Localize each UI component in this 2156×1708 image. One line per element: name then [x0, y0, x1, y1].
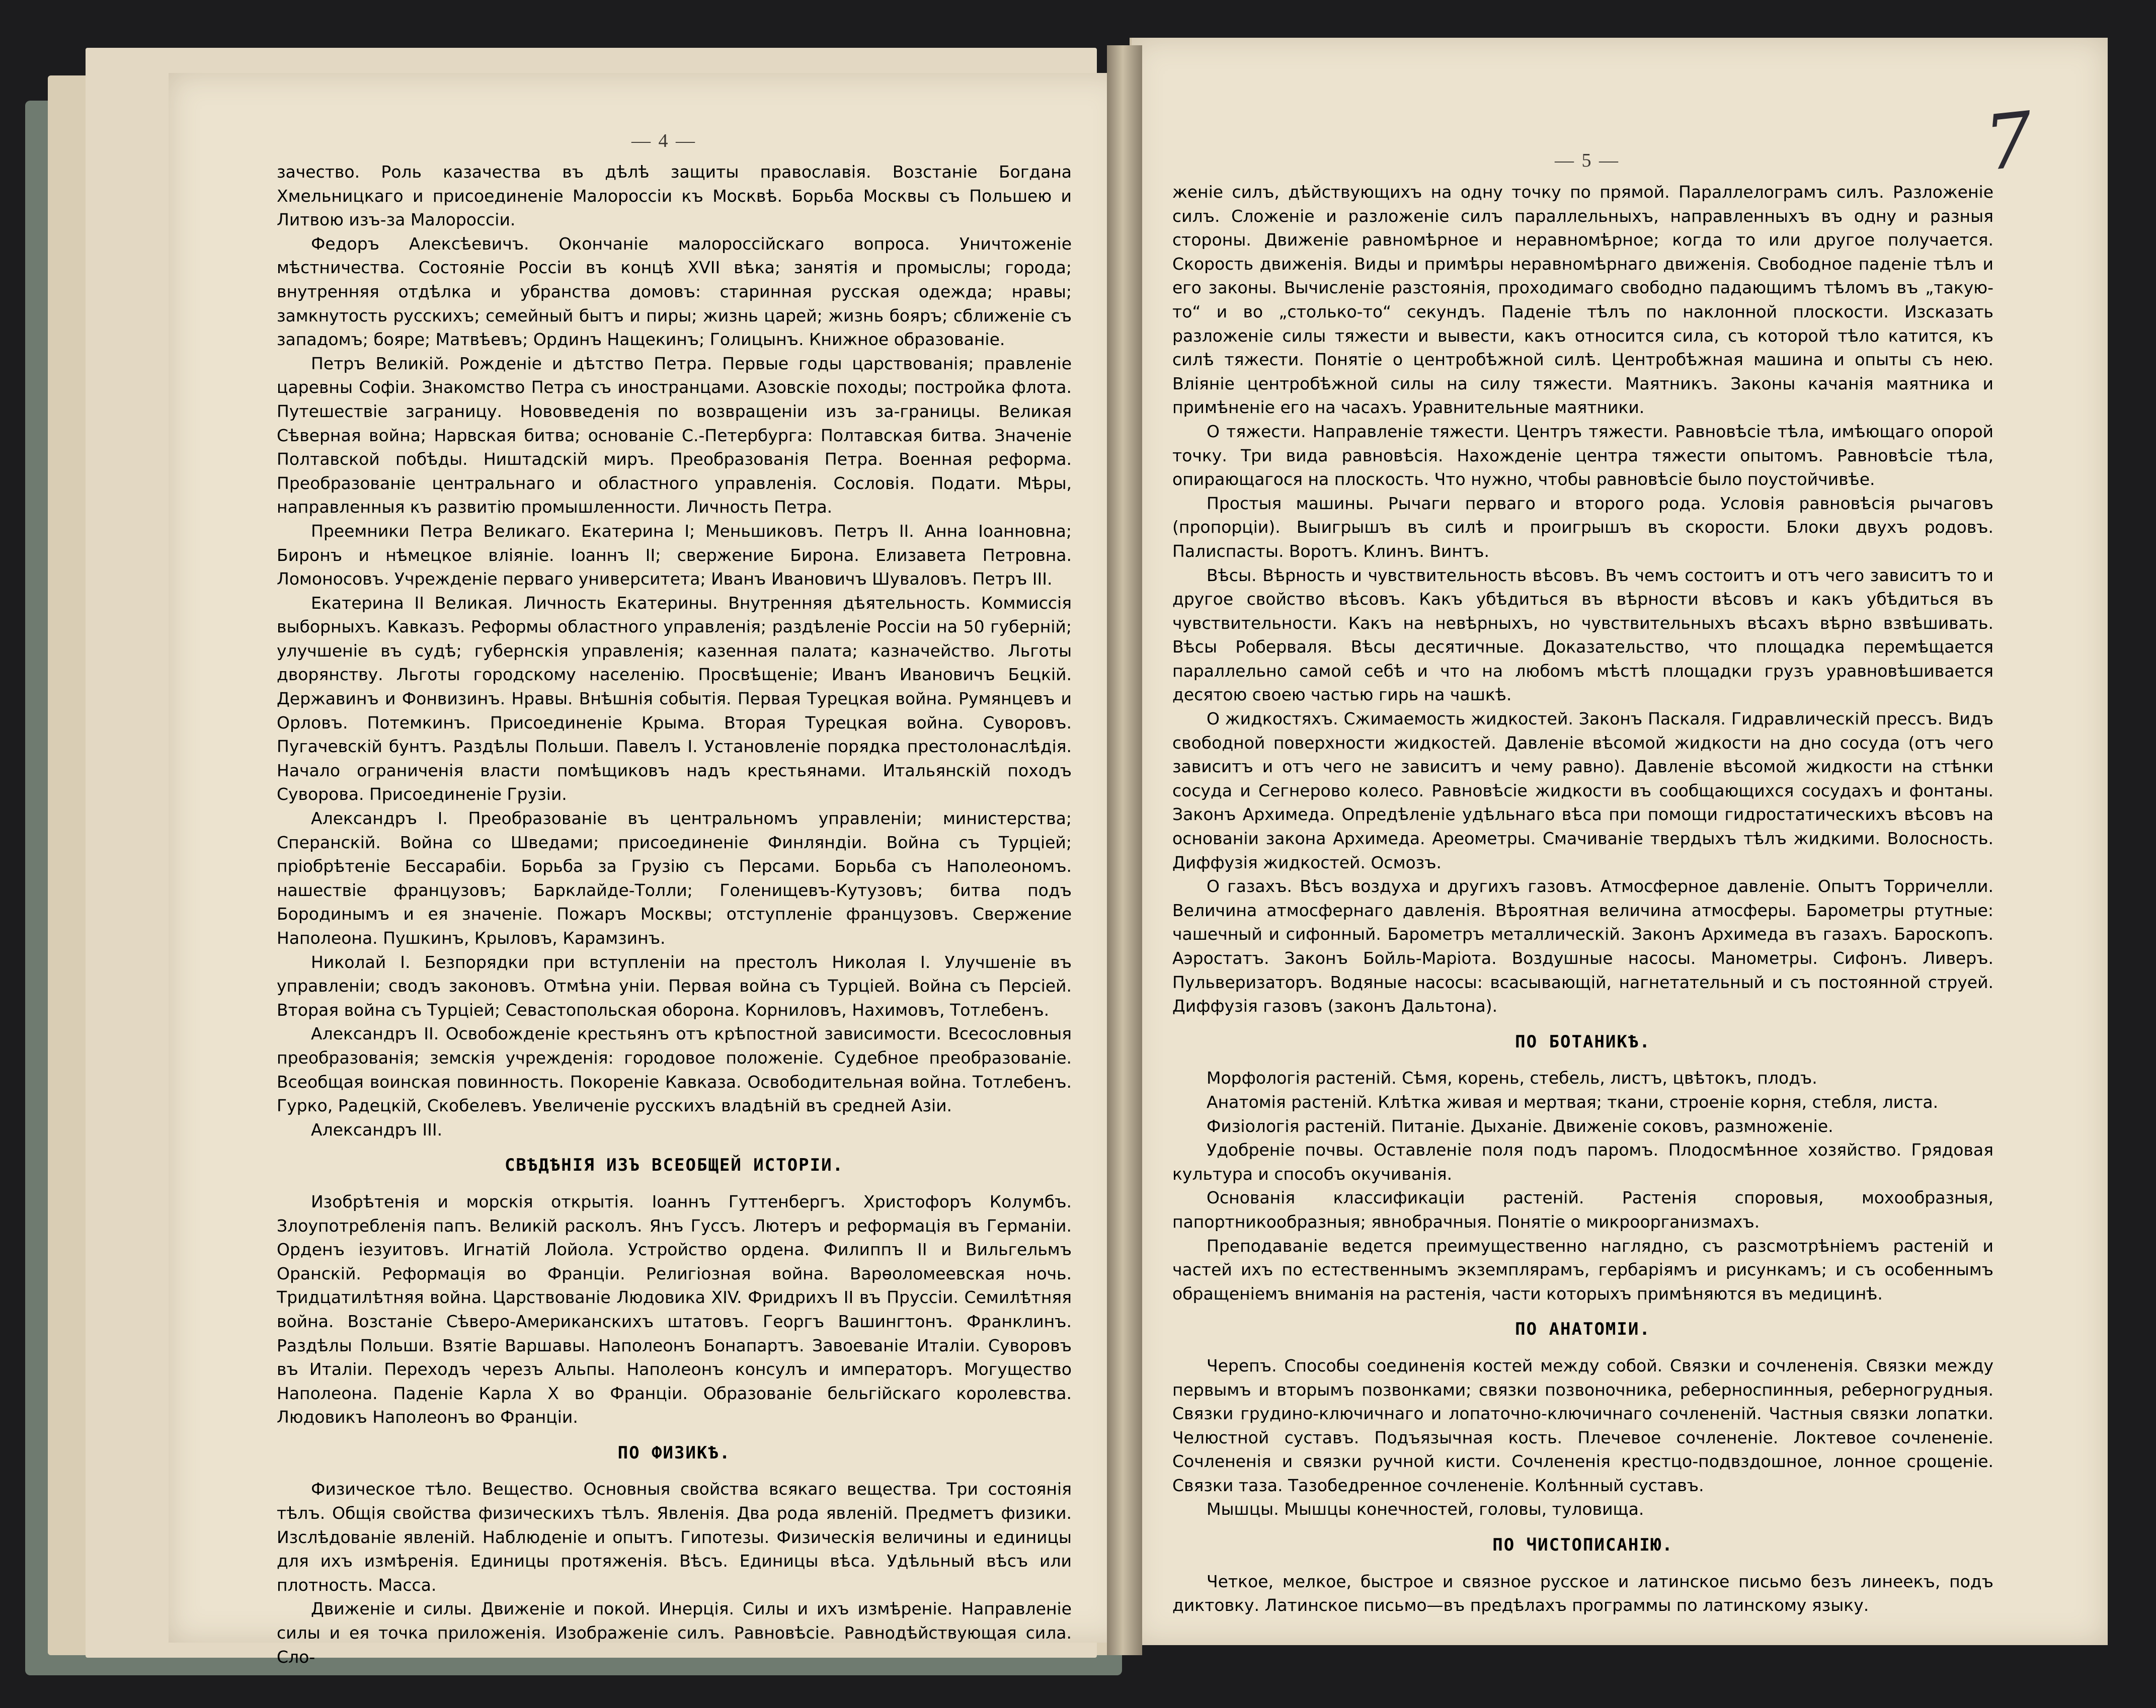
paragraph: Изобрѣтенія и морскія открытія. Іоаннъ Гуттенбергъ. Христофоръ Колумбъ. Злоупотребленія папъ. Великій расколъ. Янъ Гуссъ. Лютеръ и реформація въ Германіи. Орденъ іезуитовъ. Игнатій Лойола. Устройство ордена. Филиппъ II и Вильгельмъ Оранскій. Реформація во Франціи. Религіозная война. Варѳоломеевская ночь. Тридцатилѣтняя война. Царствованіе Людовика XIV. Фридрихъ II въ Пруссіи. Семилѣтняя война. Возстаніе Сѣверо-Американскихъ штатовъ. Георгъ Вашингтонъ. Франклинъ. Раздѣлы Польши. Взятіе Варшавы. Наполеонъ Бонапартъ. Завоеваніе Италіи. Суворовъ въ Италіи. Переходъ черезъ Альпы. Наполеонъ консулъ и императоръ. Могущество Наполеона. Паденіе Карла X во Франціи. Образованіе бельгійскаго королевства. Людовикъ Наполеонъ во Франціи. — [277, 1191, 1072, 1427]
paragraph: Четкое, мелкое, быстрое и связное русское и латинское письмо безъ линеекъ, подъ диктовку. Латинское письмо—въ предѣлахъ программы по латинскому языку. — [1172, 1571, 1993, 1615]
paragraph: О жидкостяхъ. Сжимаемость жидкостей. Законъ Паскаля. Гидравлическій прессъ. Видъ свободной поверхности жидкостей. Давленіе вѣсомой жидкости на дно сосуда (отъ чего зависитъ и отъ чего не зависитъ и чему равно). Давленіе вѣсомой жидкости на стѣнки сосуда и Сегнерово колесо. Равновѣсіе жидкости въ сообщающихся сосудахъ и фонтаны. Законъ Архимеда. Опредѣленіе удѣльнаго вѣса при помощи гидростатическихъ вѣсовъ на основаніи закона Архимеда. Ареометры. Смачиваніе твердыхъ тѣлъ жидкими. Волосность. Диффузія жидкостей. Осмозъ. — [1172, 709, 1993, 872]
page-number-left: — 4 — — [631, 130, 696, 151]
paragraph: Александръ II. Освобожденіе крестьянъ отъ крѣпостной зависимости. Всесословныя преобразованія; земскія учрежденія: городовое положеніе. Судебное преобразованіе. Всеобщая воинская повинность. Покореніе Кавказа. Освободительная война. Тотлебенъ. Гурко, Радецкій, Скобелевъ. Увеличеніе русскихъ владѣній въ средней Азіи. — [277, 1024, 1072, 1116]
paragraph: Александръ I. Преобразованіе въ центральномъ управленіи; министерства; Сперанскій. Война со Шведами; присоединеніе Финляндіи. Война съ Турціей; пріобрѣтеніе Бессарабіи. Борьба за Грузію съ Персами. Борьба съ Наполеономъ. нашествіе французовъ; Барклайде-Толли; Голенищевъ-Кутузовъ; битва подъ Бородинымъ и ея значеніе. Пожаръ Москвы; отступленіе французовъ. Свержение Наполеона. Пушкинъ, Крыловъ, Карамзинъ. — [277, 808, 1072, 948]
book-gutter — [1107, 45, 1142, 1655]
paragraph: О тяжести. Направленіе тяжести. Центръ тяжести. Равновѣсіе тѣла, имѣющаго опорой точку. Три вида равновѣсія. Нахожденіе центра тяжести опытомъ. Равновѣсіе тѣла, опирающагося на плоскость. Что нужно, чтобы равновѣсіе было поустойчивѣе. — [1172, 421, 1993, 490]
section-heading-botany: ПО БОТАНИКѢ. — [1515, 1031, 1651, 1052]
page-number-right: — 5 — — [1555, 150, 1620, 171]
paragraph: Движеніе и силы. Движеніе и покой. Инерція. Силы и ихъ измѣреніе. Направленіе силы и ея точка приложенія. Изображеніе силъ. Равновѣсіе. Равнодѣйствующая сила. Сло- — [277, 1599, 1072, 1667]
right-page-text — [1172, 180, 1993, 1617]
paragraph: женіе силъ, дѣйствующихъ на одну точку по прямой. Параллелограмъ силъ. Разложеніе силъ. Сложеніе и разложеніе силъ параллельныхъ, направленныхъ въ одну и разныя стороны. Движеніе равномѣрное и неравномѣрное; когда то или другое получается. Скорость движенія. Виды и примѣры неравномѣрнаго движенія. Свободное паденіе тѣлъ и его законы. Вычисленіе разстоянія, проходимаго свободно падающимъ тѣломъ въ „такую-то“ и во „столько-то“ секундъ. Паденіе тѣлъ по наклонной плоскости. Изсказать разложеніе силы тяжести и вывести, какъ относится сила, съ которой тѣло катится, къ силѣ тяжести. Понятіе о центробѣжной силѣ. Центробѣжная машина и опыты съ нею. Вліяніе центробѣжной силы на силу тяжести. Маятникъ. Законы качанія маятника и примѣненіе его на часахъ. Уравнительные маятники. — [1172, 182, 1993, 418]
section-heading-physics: ПО ФИЗИКѢ. — [617, 1442, 731, 1463]
handwritten-folio-number: 7 — [1980, 96, 2038, 188]
paragraph: Физіологія растеній. Питаніе. Дыханіе. Движеніе соковъ, размноженіе. — [1207, 1116, 1833, 1136]
paragraph: Морфологія растеній. Сѣмя, корень, стебель, листъ, цвѣтокъ, плодъ. — [1207, 1068, 1817, 1088]
paragraph: зачество. Роль казачества въ дѣлѣ защиты православія. Возстаніе Богдана Хмельницкаго и присоединеніе Малороссіи къ Москвѣ. Борьба Москвы съ Польшею и Литвою изъ-за Малороссіи. — [277, 162, 1072, 230]
left-page-text — [277, 160, 1072, 1669]
paragraph: Анатомія растеній. Клѣтка живая и мертвая; ткани, строеніе корня, стебля, листа. — [1207, 1092, 1939, 1112]
paragraph: Физическое тѣло. Вещество. Основныя свойства всякаго вещества. Три состоянія тѣлъ. Общія свойства физическихъ тѣлъ. Явленія. Два рода явленій. Предметъ физики. Изслѣдованіе явленій. Наблюденіе и опытъ. Гипотезы. Физическія величины и единицы для ихъ измѣренія. Единицы протяженія. Вѣсъ. Единицы вѣса. Удѣльный вѣсъ или плотность. Масса. — [277, 1479, 1072, 1595]
paragraph: Простыя машины. Рычаги перваго и второго рода. Условія равновѣсія рычаговъ (пропорціи). Выигрышъ въ силѣ и проигрышъ въ скорости. Блоки двухъ родовъ. Палиспасты. Воротъ. Клинъ. Винтъ. — [1172, 493, 1993, 561]
section-heading-anatomy: ПО АНАТОМІИ. — [1515, 1319, 1651, 1340]
paragraph: Вѣсы. Вѣрность и чувствительность вѣсовъ. Въ чемъ состоитъ и отъ чего зависитъ то и другое свойство вѣсовъ. Какъ убѣдиться въ вѣрности вѣсовъ и какъ убѣдиться въ чувствительности. Какъ на невѣрныхъ, но чувствительныхъ вѣсахъ вѣрно взвѣшивать. Вѣсы Роберваля. Вѣсы десятичные. Доказательство, что площадка перемѣщается параллельно самой себѣ и что на любомъ мѣстѣ площадки грузъ уравновѣшивается десятою своею частью гирь на чашкѣ. — [1172, 565, 1993, 705]
paragraph: Удобреніе почвы. Оставленіе поля подъ паромъ. Плодосмѣнное хозяйство. Грядовая культура и способъ окучиванія. — [1172, 1140, 1993, 1184]
paragraph: Черепъ. Способы соединенія костей между собой. Связки и сочлененія. Связки между первымъ и вторымъ позвонками; связки позвоночника, реберноспинныя, реберногрудныя. Связки грудино-ключичнаго и лопаточно-ключичнаго сочлененій. Частныя связки лопатки. Челюстной суставъ. Подъязычная кость. Плечевое сочлененіе. Локтевое сочлененіе. Сочлененія и связки ручной кисти. Сочлененія крестцо-подвздошное, лонное срощеніе. Связки таза. Тазобедренное сочлененіе. Колѣнный суставъ. — [1172, 1355, 1993, 1495]
paragraph: Мышцы. Мышцы конечностей, головы, туловища. — [1207, 1499, 1644, 1519]
section-heading-world-history: СВѢДѢНІЯ ИЗЪ ВСЕОБЩЕЙ ИСТОРІИ. — [504, 1155, 844, 1176]
paragraph: Основанія классификаціи растеній. Растенія споровыя, мохообразныя, папортникообразныя; явнобрачныя. Понятіе о микроорганизмахъ. — [1172, 1188, 1993, 1232]
paragraph: Федоръ Алексѣевичъ. Окончаніе малороссійскаго вопроса. Уничтоженіе мѣстничества. Состояніе Россіи въ концѣ XVII вѣка; занятія и промыслы; города; внутренняя отдѣлка и убранства домовъ: старинная русская одежда; нравы; замкнутость русскихъ; семейный бытъ и пиры; жизнь царей; жизнь бояръ; сближеніе съ западомъ; бояре; Матвѣевъ; Ординъ Нащекинъ; Голицынъ. Книжное образованіе. — [277, 233, 1072, 350]
paragraph: Николай I. Безпорядки при вступленіи на престолъ Николая I. Улучшеніе въ управленіи; сводъ законовъ. Отмѣна уніи. Первая война съ Турціей. Война съ Персіей. Вторая война съ Турціей; Севастопольская оборона. Корниловъ, Нахимовъ, Тотлебенъ. — [277, 952, 1072, 1020]
paragraph: Александръ III. — [311, 1119, 443, 1140]
paragraph: Петръ Великій. Рожденіе и дѣтство Петра. Первые годы царствованія; правленіе царевны Софіи. Знакомство Петра съ иностранцами. Азовскіе походы; постройка флота. Путешествіе заграницу. Нововведенія по возвращеніи изъ за-границы. Великая Сѣверная война; Нарвская битва; основаніе С.-Петербурга: Полтавская битва. Значеніе Полтавской побѣды. Ништадскій миръ. Преобразованія Петра. Военная реформа. Преобразованіе центральнаго и областного управленія. Сословія. Подати. Мѣры, направленныя къ развитію промышленности. Личность Петра. — [277, 353, 1072, 517]
paragraph: Преемники Петра Великаго. Екатерина I; Меньшиковъ. Петръ II. Анна Іоанновна; Биронъ и нѣмецкое вліяніе. Іоаннъ II; свержение Бирона. Елизавета Петровна. Ломоносовъ. Учрежденіе перваго университета; Иванъ Ивановичъ Шуваловъ. Петръ III. — [277, 521, 1072, 589]
paragraph: О газахъ. Вѣсъ воздуха и другихъ газовъ. Атмосферное давленіе. Опытъ Торричелли. Величина атмосфернаго давленія. Вѣроятная величина атмосферы. Барометры ртутные: чашечный и сифонный. Барометръ металлическій. Законъ Архимеда въ газахъ. Бароскопъ. Аэростатъ. Законъ Бойль-Маріота. Воздушные насосы. Манометры. Сифонъ. Ливеръ. Пульверизаторъ. Водяные насосы: всасывающій, нагнетательный и съ постоянной струей. Диффузія газовъ (законъ Дальтона). — [1172, 876, 1993, 1016]
paragraph: Екатерина II Великая. Личность Екатерины. Внутренняя дѣятельность. Коммиссія выборныхъ. Кавказъ. Реформы областного управленія; раздѣленіе Россіи на 50 губерній; улучшеніе въ судѣ; губернскія управленія; казенная палата; казначейство. Льготы дворянству. Льготы городскому населенію. Просвѣщеніе; Иванъ Ивановичъ Бецкій. Державинъ и Фонвизинъ. Нравы. Внѣшнія событія. Первая Турецкая война. Румянцевъ и Орловъ. Потемкинъ. Присоединеніе Крыма. Вторая Турецкая война. Суворовъ. Пугачевскій бунтъ. Раздѣлы Польши. Павелъ I. Установленіе порядка престолонаслѣдія. Начало ограниченія власти помѣщиковъ надъ крестьянами. Итальянскій походъ Суворова. Присоединеніе Грузіи. — [277, 593, 1072, 804]
section-heading-calligraphy: ПО ЧИСТОПИСАНІЮ. — [1492, 1535, 1673, 1556]
paragraph: Преподаваніе ведется преимущественно наглядно, съ разсмотрѣніемъ растеній и частей ихъ по естественнымъ экземплярамъ, гербаріямъ и рисункамъ; и съ особеннымъ обращеніемъ вниманія на растенія, части которыхъ примѣняются въ медицинѣ. — [1172, 1236, 1993, 1304]
